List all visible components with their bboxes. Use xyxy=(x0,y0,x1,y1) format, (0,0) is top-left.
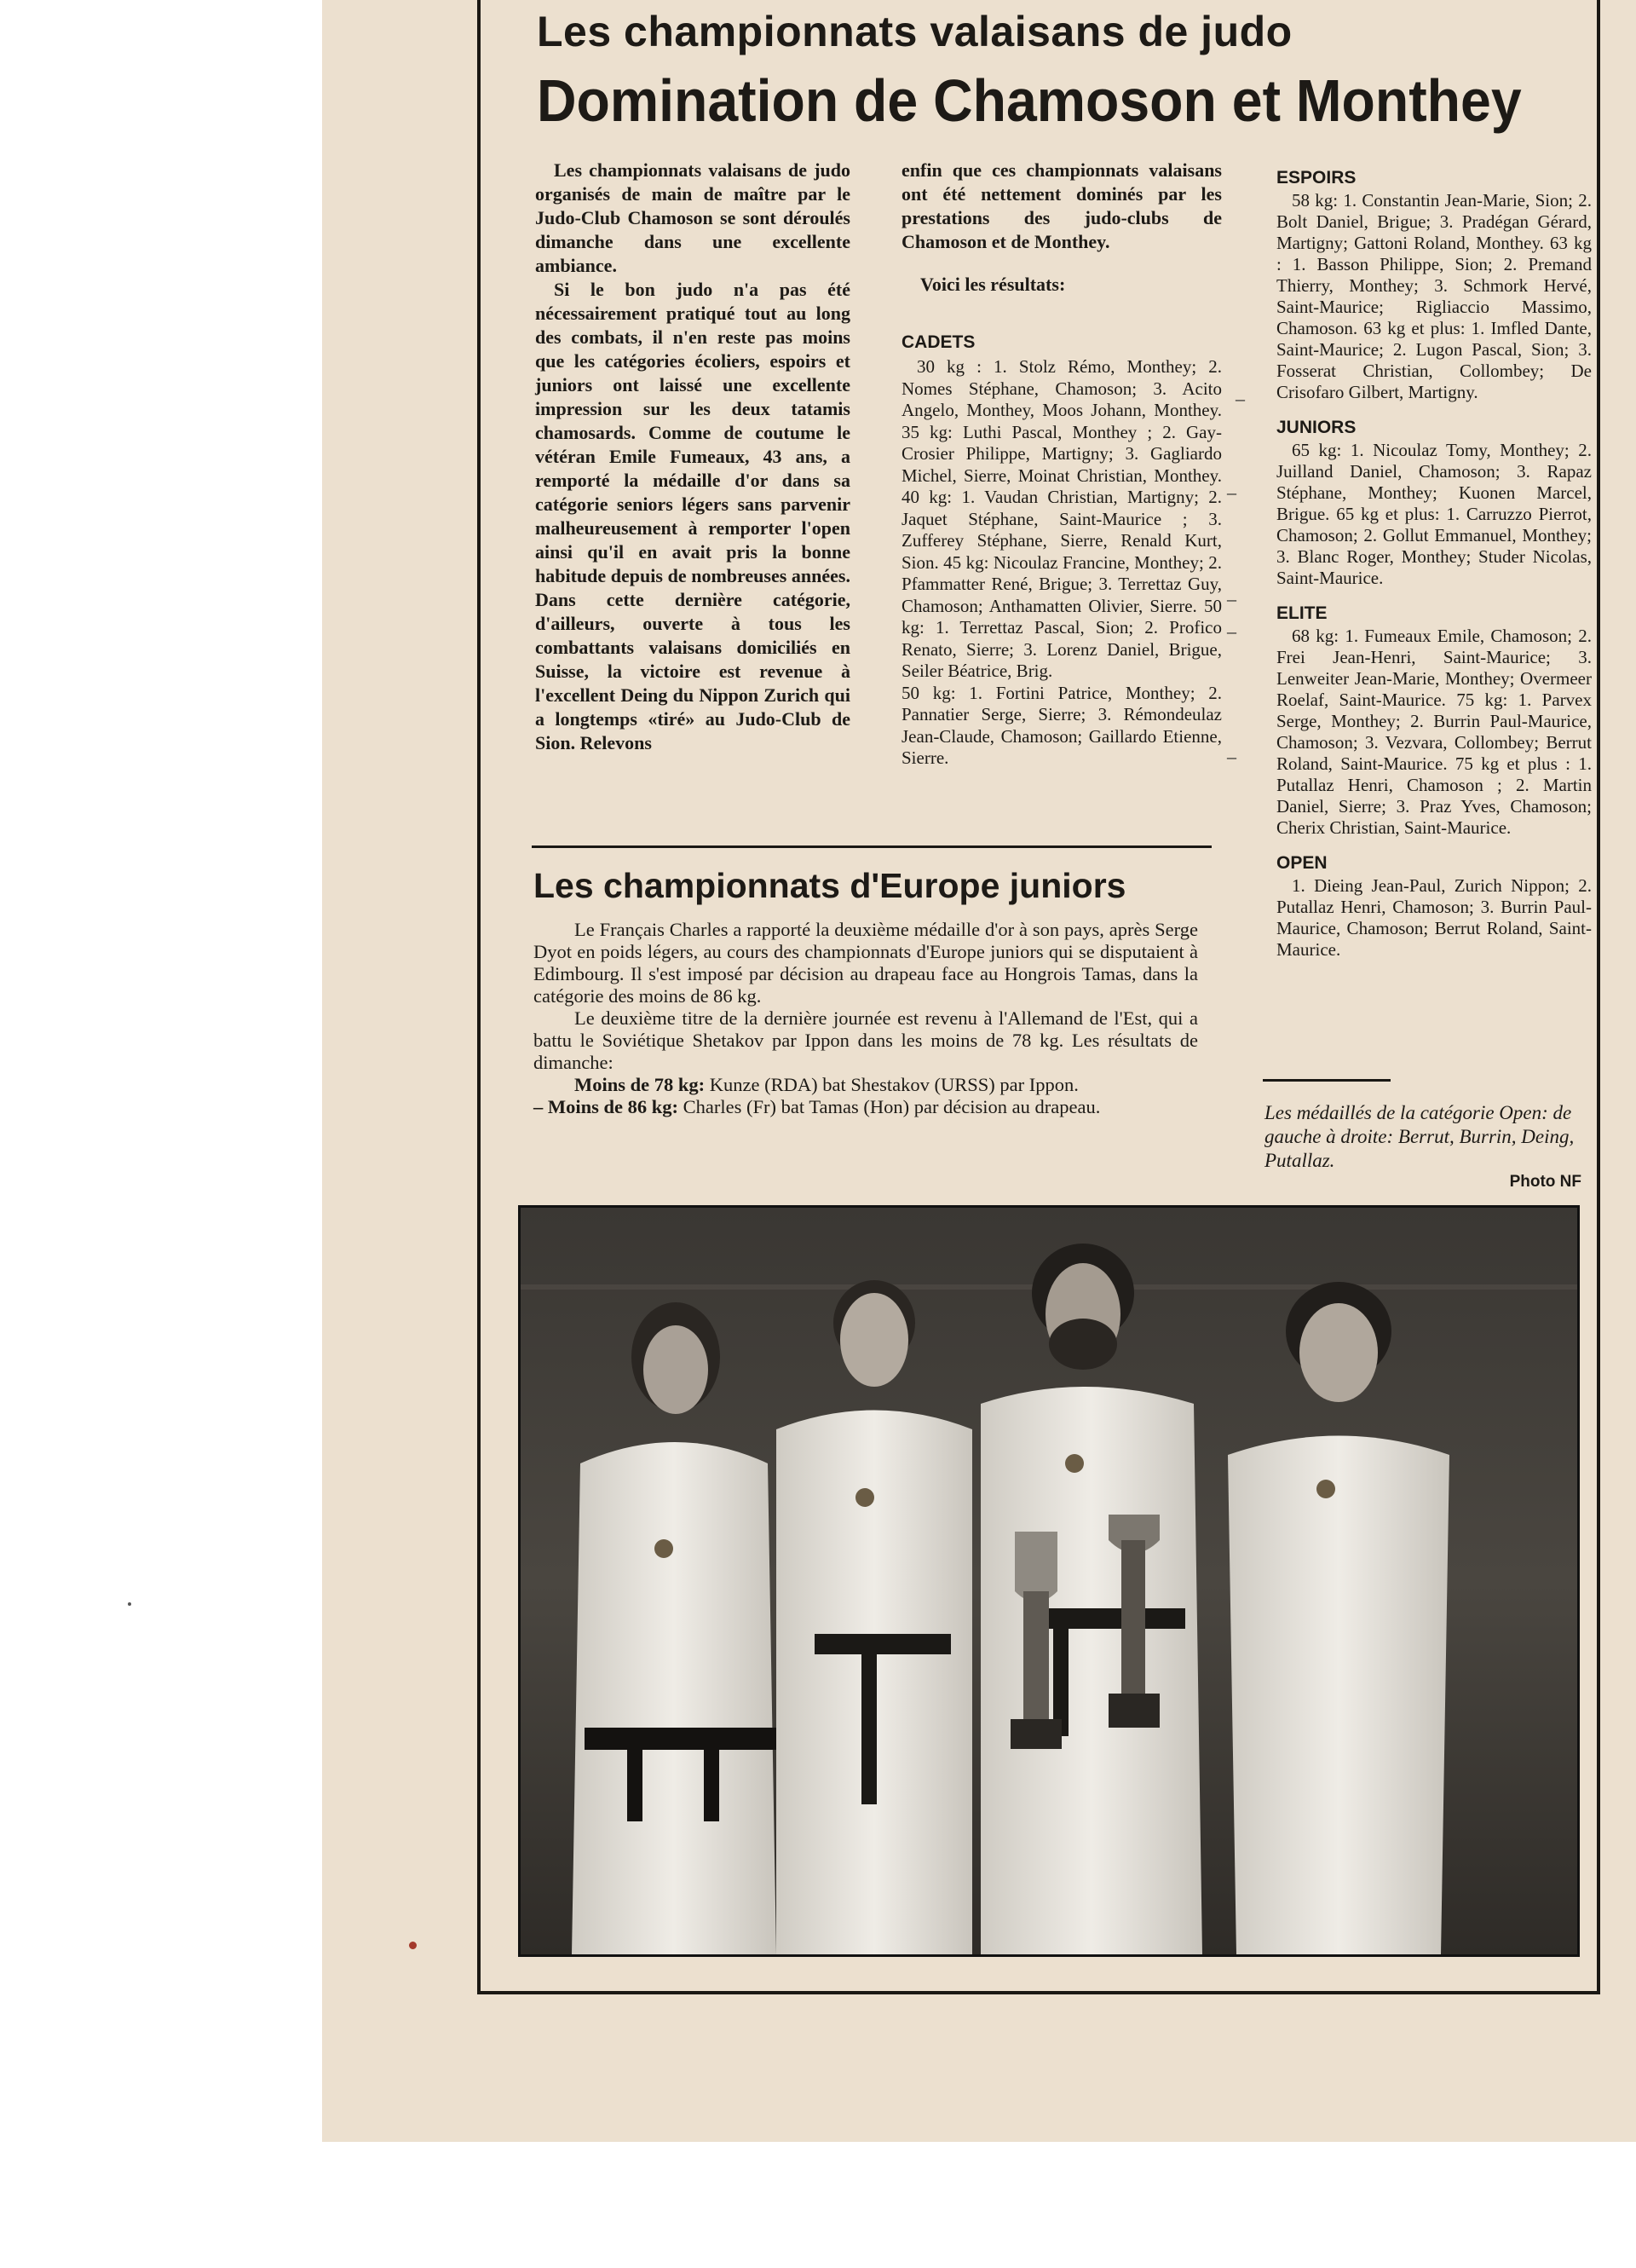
europe-headline: Les championnats d'Europe juniors xyxy=(533,866,1126,905)
results-espoirs: 58 kg: 1. Constantin Jean-Marie, Sion; 2. Bolt Daniel, Brigue; 3. Pradégan Gérard, Martigny; Gattoni Roland, Monthey. 63 kg : 1. Basson Philippe, Sion; 2. Premand Thierry, Monthey; 3. Schmork Hervé, Saint-Maurice; Rigliaccio Massimo, Chamoson. 63 kg et plus: 1. Imfled Dante, Saint-Maurice; 2. Lugon Pascal, Sion; 3. Fosserat Christian, Collombey; De Crisofaro Gilbert, Martigny. xyxy=(1276,190,1592,402)
section-heading-open: OPEN xyxy=(1276,853,1328,873)
section-divider xyxy=(532,845,1212,848)
article-paragraph: enfin que ces championnats valaisans ont été nettement dominés par les prestations des judo-clubs de Chamoson et de Monthey. xyxy=(902,159,1222,252)
margin-mark: – xyxy=(1236,388,1245,409)
europe-result-text: Charles (Fr) bat Tamas (Hon) par décision au drapeau. xyxy=(683,1096,1101,1117)
results-elite: 68 kg: 1. Fumeaux Emile, Chamoson; 2. Frei Jean-Henri, Saint-Maurice; 3. Lenweiter Jean-Marie, Monthey; Overmeer Roelaf, Saint-Maurice. 75 kg: 1. Parvex Serge, Monthey; 2. Burrin Paul-Maurice, Chamoson; 3. Vezvara, Collombey; Berrut Roland, Saint-Maurice. 75 kg et plus : 1. Putallaz Henri, Chamoson ; 2. Martin Daniel, Sierre; 3. Praz Yves, Chamoson; Cherix Christian, Saint-Maurice. xyxy=(1276,626,1592,838)
margin-mark: – xyxy=(1227,588,1236,609)
section-heading-espoirs: ESPOIRS xyxy=(1276,168,1357,188)
europe-result-text: Kunze (RDA) bat Shestakov (URSS) par Ippon. xyxy=(709,1074,1079,1095)
article-paragraph: Le deuxième titre de la dernière journée est revenu à l'Allemand de l'Est, qui a battu le Soviétique Shetakov par Ippon dans les moins de 78 kg. Les résultats de dimanche: xyxy=(533,1007,1198,1073)
margin-mark: – xyxy=(1227,746,1236,767)
section-heading-elite: ELITE xyxy=(1276,603,1328,623)
article-paragraph: Les championnats valaisans de judo organisés de main de maître par le Judo-Club Chamoson se sont déroulés dimanche dans une excellente ambiance. xyxy=(535,159,850,276)
results-cadets-2: 50 kg: 1. Fortini Patrice, Monthey; 2. Pannatier Serge, Sierre; 3. Rémondeulaz Jean-Claude, Chamoson; Gaillardo Etienne, Sierre. xyxy=(902,682,1222,768)
main-headline: Domination de Chamoson et Monthey xyxy=(537,67,1522,134)
europe-article xyxy=(533,919,1198,1118)
europe-result-label: – Moins de 86 kg: xyxy=(533,1096,679,1117)
ink-spot xyxy=(128,1602,131,1606)
photo-caption: Les médaillés de la catégorie Open: de gauche à droite: Berrut, Burrin, Deing, Putallaz. xyxy=(1264,1102,1575,1171)
results-juniors: 65 kg: 1. Nicoulaz Tomy, Monthey; 2. Juilland Daniel, Chamoson; 3. Rapaz Stéphane, Monthey; Kuonen Marcel, Brigue. 65 kg et plus: 1. Carruzzo Pierrot, Chamoson; 2. Gollut Emmanuel, Monthey; 3. Blanc Roger, Monthey; Studer Nicolas, Saint-Maurice. xyxy=(1276,440,1592,588)
europe-result xyxy=(533,1074,1198,1096)
europe-result xyxy=(533,1096,1198,1118)
section-heading-juniors: JUNIORS xyxy=(1276,418,1357,437)
article-column-2 xyxy=(902,159,1222,770)
margin-mark: – xyxy=(1227,482,1236,503)
article-column-1 xyxy=(535,159,850,755)
section-heading-cadets: CADETS xyxy=(902,332,976,352)
results-intro: Voici les résultats: xyxy=(920,274,1066,295)
photo-credit: Photo NF xyxy=(1509,1173,1581,1191)
kicker-headline: Les championnats valaisans de judo xyxy=(537,8,1293,55)
margin-mark: – xyxy=(1227,620,1236,642)
medalists-photo xyxy=(518,1205,1580,1957)
ink-spot xyxy=(409,1942,417,1949)
caption-divider xyxy=(1263,1079,1391,1082)
article-paragraph: Le Français Charles a rapporté la deuxième médaille d'or à son pays, après Serge Dyot en poids légers, au cours des championnats d'Europe juniors qui se disputaient à Edimbourg. Il s'est imposé par décision au drapeau face au Hongrois Tamas, dans la catégorie des moins de 86 kg. xyxy=(533,919,1198,1007)
medalists-photo-illustration xyxy=(521,1208,1577,1954)
article-column-3 xyxy=(1276,167,1592,961)
article-paragraph: Si le bon judo n'a pas été nécessairement pratiqué tout au long des combats, il n'en reste pas moins que les catégories écoliers, espoirs et juniors ont laissé une excellente impression sur les deux tatamis chamosards. Comme de coutume le vétéran Emile Fumeaux, 43 ans, a remporté la médaille d'or dans sa catégorie seniors légers sans parvenir malheureusement à remporter l'open ainsi qu'il en avait pris la bonne habitude depuis de nombreuses années. Dans cette dernière catégorie, d'ailleurs, ouverte à tous les combattants valaisans domiciliés en Suisse, la victoire est revenue à l'excellent Deing du Nippon Zurich qui a longtemps «tiré» au Judo-Club de Sion. Relevons xyxy=(535,279,850,753)
results-cadets: 30 kg : 1. Stolz Rémo, Monthey; 2. Nomes Stéphane, Chamoson; 3. Acito Angelo, Monthey, Moos Johann, Monthey. 35 kg: Luthi Pascal, Monthey ; 2. Gay-Crosier Philippe, Martigny; 3. Gagliardo Michel, Sierre, Moinat Christian, Monthey. 40 kg: 1. Vaudan Christian, Martigny; 2. Jaquet Stéphane, Saint-Maurice ; 3. Zufferey Stéphane, Sierre, Renald Kurt, Sion. 45 kg: Nicoulaz Francine, Monthey; 2. Pfammatter René, Brigue; 3. Terrettaz Guy, Chamoson; Anthamatten Olivier, Sierre. 50 kg: 1. Terrettaz Pascal, Sion; 2. Profico Renato, Sierre; 3. Lorenz Daniel, Brigue, Seiler Béatrice, Brig. xyxy=(902,356,1222,681)
results-open: 1. Dieing Jean-Paul, Zurich Nippon; 2. Putallaz Henri, Chamoson; 3. Burrin Paul-Maurice, Chamoson; Berrut Roland, Saint-Maurice. xyxy=(1276,875,1592,960)
europe-result-label: Moins de 78 kg: xyxy=(574,1074,706,1095)
